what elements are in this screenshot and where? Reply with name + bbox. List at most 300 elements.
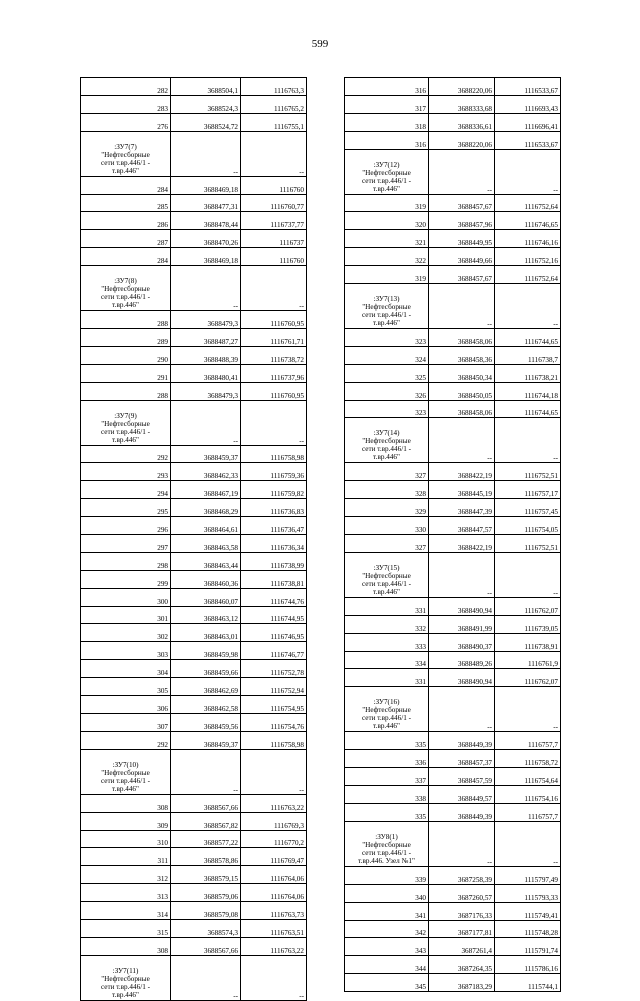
y-coordinate: 1116693,43	[495, 95, 561, 113]
y-coordinate: 1116744,95	[241, 606, 307, 624]
point-number: 296	[81, 517, 171, 535]
y-coordinate: 1116738,21	[495, 364, 561, 382]
x-coordinate: 3687260,57	[429, 884, 495, 902]
y-coordinate: 1115797,49	[495, 866, 561, 884]
table-row	[81, 445, 307, 463]
y-coordinate: 1115786,16	[495, 956, 561, 974]
parcel-header-row	[81, 749, 307, 794]
y-coordinate: 1116752,94	[241, 678, 307, 696]
table-row	[345, 517, 561, 535]
point-number: 329	[345, 499, 429, 517]
y-coordinate: 1116736,83	[241, 499, 307, 517]
parcel-header-row	[345, 552, 561, 597]
x-coordinate: 3688449,66	[429, 248, 495, 266]
x-coordinate: 3688450,34	[429, 364, 495, 382]
y-coordinate: 1116746,65	[495, 212, 561, 230]
point-number: 307	[81, 713, 171, 731]
table-row	[81, 919, 307, 937]
table-row	[81, 570, 307, 588]
x-coordinate: 3688469,18	[171, 176, 241, 194]
y-coordinate: 1116763,22	[241, 937, 307, 955]
y-coordinate: 1116746,77	[241, 642, 307, 660]
parcel-header-row	[81, 400, 307, 445]
parcel-label: :ЗУ8(1) "Нефтесборные сети т.вр.446/1 - т.вр.446. Узел №1"	[345, 821, 429, 866]
point-number: 322	[345, 248, 429, 266]
point-number: 303	[81, 642, 171, 660]
y-coordinate: 1116737	[241, 230, 307, 248]
y-coordinate: --	[495, 687, 561, 732]
table-row	[345, 786, 561, 804]
y-coordinate: --	[241, 400, 307, 445]
point-number: 291	[81, 364, 171, 382]
table-row	[81, 866, 307, 884]
y-coordinate: 1115793,33	[495, 884, 561, 902]
x-coordinate: 3688524,72	[171, 113, 241, 131]
point-number: 308	[81, 794, 171, 812]
x-coordinate: 3688488,39	[171, 346, 241, 364]
y-coordinate: 1116752,51	[495, 463, 561, 481]
point-number: 327	[345, 463, 429, 481]
x-coordinate: 3688490,94	[429, 669, 495, 687]
table-row	[81, 937, 307, 955]
x-coordinate: 3688450,05	[429, 382, 495, 400]
x-coordinate: 3688459,66	[171, 660, 241, 678]
point-number: 335	[345, 732, 429, 750]
point-number: 305	[81, 678, 171, 696]
point-number: 332	[345, 615, 429, 633]
x-coordinate: 3688460,07	[171, 588, 241, 606]
point-number: 331	[345, 669, 429, 687]
table-row	[345, 499, 561, 517]
point-number: 290	[81, 346, 171, 364]
y-coordinate: 1116765,2	[241, 95, 307, 113]
point-number: 331	[345, 597, 429, 615]
x-coordinate: --	[429, 552, 495, 597]
table-row	[345, 615, 561, 633]
x-coordinate: 3688457,67	[429, 266, 495, 284]
x-coordinate: 3688490,37	[429, 633, 495, 651]
y-coordinate: 1115748,28	[495, 920, 561, 938]
table-row	[81, 499, 307, 517]
table-row	[81, 588, 307, 606]
point-number: 288	[81, 311, 171, 329]
table-row	[345, 329, 561, 347]
point-number: 304	[81, 660, 171, 678]
x-coordinate: --	[429, 687, 495, 732]
y-coordinate: 1116763,51	[241, 919, 307, 937]
y-coordinate: 1116744,76	[241, 588, 307, 606]
x-coordinate: 3688422,19	[429, 463, 495, 481]
y-coordinate: 1116760	[241, 176, 307, 194]
table-row	[345, 884, 561, 902]
y-coordinate: 1116752,64	[495, 266, 561, 284]
point-number: 318	[345, 113, 429, 131]
point-number: 325	[345, 364, 429, 382]
y-coordinate: 1116746,95	[241, 624, 307, 642]
parcel-label: :ЗУ7(13) "Нефтесборные сети т.вр.446/1 - т.вр.446"	[345, 284, 429, 329]
y-coordinate: 1116769,47	[241, 848, 307, 866]
x-coordinate: 3688458,06	[429, 400, 495, 418]
table-row	[345, 481, 561, 499]
x-coordinate: 3688567,66	[171, 794, 241, 812]
y-coordinate: 1116738,91	[495, 633, 561, 651]
y-coordinate: 1116744,65	[495, 400, 561, 418]
y-coordinate: --	[241, 955, 307, 1000]
table-row	[81, 382, 307, 400]
x-coordinate: 3688447,57	[429, 517, 495, 535]
parcel-label: :ЗУ7(11) "Нефтесборные сети т.вр.446/1 - т.вр.446"	[81, 955, 171, 1000]
point-number: 344	[345, 956, 429, 974]
x-coordinate: --	[429, 149, 495, 194]
point-number: 336	[345, 750, 429, 768]
table-row	[345, 956, 561, 974]
point-number: 285	[81, 194, 171, 212]
point-number: 319	[345, 194, 429, 212]
parcel-header-row	[345, 821, 561, 866]
table-row	[345, 651, 561, 669]
x-coordinate: --	[171, 400, 241, 445]
x-coordinate: --	[171, 749, 241, 794]
point-number: 324	[345, 346, 429, 364]
x-coordinate: 3688220,06	[429, 131, 495, 149]
y-coordinate: 1116763,73	[241, 902, 307, 920]
table-row	[81, 884, 307, 902]
point-number: 292	[81, 731, 171, 749]
x-coordinate: 3688491,99	[429, 615, 495, 633]
x-coordinate: 3688449,95	[429, 230, 495, 248]
x-coordinate: 3688458,36	[429, 346, 495, 364]
x-coordinate: 3688463,12	[171, 606, 241, 624]
table-row	[345, 230, 561, 248]
x-coordinate: 3688458,06	[429, 329, 495, 347]
x-coordinate: 3688524,3	[171, 95, 241, 113]
y-coordinate: 1116770,2	[241, 830, 307, 848]
table-row	[345, 803, 561, 821]
y-coordinate: 1116762,07	[495, 669, 561, 687]
x-coordinate: --	[171, 266, 241, 311]
x-coordinate: 3688460,36	[171, 570, 241, 588]
parcel-label: :ЗУ7(9) "Нефтесборные сети т.вр.446/1 - т.вр.446"	[81, 400, 171, 445]
point-number: 334	[345, 651, 429, 669]
point-number: 314	[81, 902, 171, 920]
point-number: 341	[345, 902, 429, 920]
x-coordinate: 3688445,19	[429, 481, 495, 499]
y-coordinate: 1116744,18	[495, 382, 561, 400]
y-coordinate: 1116736,47	[241, 517, 307, 535]
y-coordinate: --	[495, 284, 561, 329]
y-coordinate: 1116744,65	[495, 329, 561, 347]
point-number: 327	[345, 535, 429, 553]
point-number: 282	[81, 78, 171, 96]
table-row	[81, 212, 307, 230]
point-number: 342	[345, 920, 429, 938]
parcel-header-row	[345, 149, 561, 194]
x-coordinate: 3688469,18	[171, 248, 241, 266]
x-coordinate: 3688489,26	[429, 651, 495, 669]
table-row	[81, 113, 307, 131]
table-row	[81, 696, 307, 714]
y-coordinate: 1116752,64	[495, 194, 561, 212]
point-number: 323	[345, 400, 429, 418]
table-row	[81, 463, 307, 481]
table-row	[81, 535, 307, 553]
x-coordinate: 3688468,29	[171, 499, 241, 517]
x-coordinate: 3688459,37	[171, 731, 241, 749]
y-coordinate: --	[495, 149, 561, 194]
table-row	[345, 113, 561, 131]
x-coordinate: --	[171, 131, 241, 176]
point-number: 299	[81, 570, 171, 588]
x-coordinate: 3688336,61	[429, 113, 495, 131]
x-coordinate: 3688422,19	[429, 535, 495, 553]
y-coordinate: 1116738,99	[241, 552, 307, 570]
x-coordinate: --	[171, 955, 241, 1000]
parcel-label: :ЗУ7(12) "Нефтесборные сети т.вр.446/1 - т.вр.446"	[345, 149, 429, 194]
table-row	[81, 731, 307, 749]
parcel-label: :ЗУ7(15) "Нефтесборные сети т.вр.446/1 - т.вр.446"	[345, 552, 429, 597]
table-row	[81, 902, 307, 920]
y-coordinate: 1116755,1	[241, 113, 307, 131]
point-number: 340	[345, 884, 429, 902]
x-coordinate: 3687176,33	[429, 902, 495, 920]
table-row	[81, 78, 307, 96]
y-coordinate: 1116754,76	[241, 713, 307, 731]
x-coordinate: 3688464,61	[171, 517, 241, 535]
x-coordinate: 3688459,37	[171, 445, 241, 463]
y-coordinate: 1116752,51	[495, 535, 561, 553]
table-row	[81, 364, 307, 382]
x-coordinate: 3688333,68	[429, 95, 495, 113]
x-coordinate: 3688487,27	[171, 329, 241, 347]
point-number: 300	[81, 588, 171, 606]
table-row	[345, 194, 561, 212]
table-row	[345, 866, 561, 884]
table-row	[81, 248, 307, 266]
table-row	[81, 95, 307, 113]
table-row	[81, 642, 307, 660]
point-number: 284	[81, 176, 171, 194]
point-number: 330	[345, 517, 429, 535]
table-row	[81, 812, 307, 830]
point-number: 292	[81, 445, 171, 463]
point-number: 301	[81, 606, 171, 624]
x-coordinate: 3688579,06	[171, 884, 241, 902]
x-coordinate: 3688449,57	[429, 786, 495, 804]
x-coordinate: 3688447,39	[429, 499, 495, 517]
y-coordinate: 1116752,78	[241, 660, 307, 678]
point-number: 337	[345, 768, 429, 786]
point-number: 313	[81, 884, 171, 902]
point-number: 284	[81, 248, 171, 266]
y-coordinate: 1116754,95	[241, 696, 307, 714]
parcel-header-row	[345, 687, 561, 732]
x-coordinate: --	[429, 284, 495, 329]
point-number: 333	[345, 633, 429, 651]
x-coordinate: 3687177,81	[429, 920, 495, 938]
table-row	[345, 732, 561, 750]
y-coordinate: 1116738,7	[495, 346, 561, 364]
y-coordinate: 1116760,95	[241, 311, 307, 329]
y-coordinate: 1116761,9	[495, 651, 561, 669]
x-coordinate: 3688463,01	[171, 624, 241, 642]
table-row	[345, 131, 561, 149]
x-coordinate: 3688567,66	[171, 937, 241, 955]
y-coordinate: 1116752,16	[495, 248, 561, 266]
x-coordinate: 3688449,39	[429, 803, 495, 821]
x-coordinate: --	[429, 821, 495, 866]
point-number: 287	[81, 230, 171, 248]
table-row	[81, 329, 307, 347]
y-coordinate: 1116738,81	[241, 570, 307, 588]
x-coordinate: 3688480,41	[171, 364, 241, 382]
page-number: 599	[311, 38, 329, 50]
table-row	[345, 364, 561, 382]
table-row	[81, 311, 307, 329]
parcel-header-row	[81, 131, 307, 176]
y-coordinate: 1116533,67	[495, 78, 561, 96]
x-coordinate: 3688467,19	[171, 481, 241, 499]
table-row	[81, 346, 307, 364]
y-coordinate: 1116758,98	[241, 445, 307, 463]
table-row	[345, 750, 561, 768]
table-row	[345, 346, 561, 364]
y-coordinate: 1116696,41	[495, 113, 561, 131]
point-number: 315	[81, 919, 171, 937]
x-coordinate: 3688457,59	[429, 768, 495, 786]
table-row	[345, 463, 561, 481]
y-coordinate: 1116769,3	[241, 812, 307, 830]
point-number: 316	[345, 131, 429, 149]
x-coordinate: 3687261,4	[429, 938, 495, 956]
y-coordinate: 1116737,96	[241, 364, 307, 382]
point-number: 294	[81, 481, 171, 499]
parcel-label: :ЗУ7(10) "Нефтесборные сети т.вр.446/1 - т.вр.446"	[81, 749, 171, 794]
point-number: 288	[81, 382, 171, 400]
point-number: 293	[81, 463, 171, 481]
x-coordinate: 3688457,67	[429, 194, 495, 212]
table-row	[81, 848, 307, 866]
x-coordinate: 3688478,44	[171, 212, 241, 230]
y-coordinate: 1116763,3	[241, 78, 307, 96]
point-number: 317	[345, 95, 429, 113]
y-coordinate: 1116760,77	[241, 194, 307, 212]
table-row	[81, 230, 307, 248]
table-row	[81, 552, 307, 570]
x-coordinate: 3688220,06	[429, 78, 495, 96]
y-coordinate: --	[495, 821, 561, 866]
table-row	[345, 669, 561, 687]
point-number: 343	[345, 938, 429, 956]
table-row	[345, 382, 561, 400]
point-number: 319	[345, 266, 429, 284]
y-coordinate: 1116761,71	[241, 329, 307, 347]
y-coordinate: 1116754,64	[495, 768, 561, 786]
point-number: 345	[345, 974, 429, 992]
y-coordinate: 1116764,06	[241, 866, 307, 884]
table-row	[345, 974, 561, 992]
table-row	[81, 517, 307, 535]
coordinates-table-right	[344, 77, 561, 992]
y-coordinate: --	[241, 266, 307, 311]
table-row	[81, 176, 307, 194]
point-number: 308	[81, 937, 171, 955]
x-coordinate: 3688457,37	[429, 750, 495, 768]
point-number: 312	[81, 866, 171, 884]
table-row	[345, 248, 561, 266]
table-row	[345, 938, 561, 956]
x-coordinate: 3688463,44	[171, 552, 241, 570]
y-coordinate: --	[495, 552, 561, 597]
point-number: 302	[81, 624, 171, 642]
x-coordinate: 3688462,58	[171, 696, 241, 714]
y-coordinate: --	[495, 418, 561, 463]
y-coordinate: 1116754,05	[495, 517, 561, 535]
parcel-label: :ЗУ7(8) "Нефтесборные сети т.вр.446/1 - т.вр.446"	[81, 266, 171, 311]
point-number: 311	[81, 848, 171, 866]
y-coordinate: --	[241, 131, 307, 176]
table-row	[345, 768, 561, 786]
table-row	[81, 481, 307, 499]
y-coordinate: 1116757,7	[495, 732, 561, 750]
table-row	[345, 920, 561, 938]
point-number: 276	[81, 113, 171, 131]
x-coordinate: 3688578,86	[171, 848, 241, 866]
point-number: 335	[345, 803, 429, 821]
point-number: 339	[345, 866, 429, 884]
x-coordinate: 3688490,94	[429, 597, 495, 615]
x-coordinate: 3688577,22	[171, 830, 241, 848]
x-coordinate: 3688567,82	[171, 812, 241, 830]
y-coordinate: 1116754,16	[495, 786, 561, 804]
y-coordinate: 1115749,41	[495, 902, 561, 920]
x-coordinate: 3688463,58	[171, 535, 241, 553]
y-coordinate: 1116757,7	[495, 803, 561, 821]
y-coordinate: --	[241, 749, 307, 794]
point-number: 306	[81, 696, 171, 714]
table-row	[345, 212, 561, 230]
x-coordinate: 3688449,39	[429, 732, 495, 750]
table-row	[345, 597, 561, 615]
x-coordinate: 3688459,56	[171, 713, 241, 731]
y-coordinate: 1116757,45	[495, 499, 561, 517]
x-coordinate: 3688477,31	[171, 194, 241, 212]
table-row	[345, 535, 561, 553]
x-coordinate: 3688470,26	[171, 230, 241, 248]
point-number: 298	[81, 552, 171, 570]
y-coordinate: 1116739,05	[495, 615, 561, 633]
x-coordinate: 3688457,96	[429, 212, 495, 230]
x-coordinate: 3688579,08	[171, 902, 241, 920]
table-row	[345, 400, 561, 418]
y-coordinate: 1116760,95	[241, 382, 307, 400]
y-coordinate: 1116738,72	[241, 346, 307, 364]
x-coordinate: 3687183,29	[429, 974, 495, 992]
x-coordinate: 3688479,3	[171, 382, 241, 400]
x-coordinate: 3688579,15	[171, 866, 241, 884]
table-row	[81, 678, 307, 696]
point-number: 338	[345, 786, 429, 804]
point-number: 286	[81, 212, 171, 230]
parcel-label: :ЗУ7(14) "Нефтесборные сети т.вр.446/1 - т.вр.446"	[345, 418, 429, 463]
parcel-header-row	[345, 284, 561, 329]
y-coordinate: 1116758,98	[241, 731, 307, 749]
y-coordinate: 1116737,77	[241, 212, 307, 230]
parcel-label: :ЗУ7(7) "Нефтесборные сети т.вр.446/1 - т.вр.446"	[81, 131, 171, 176]
x-coordinate: 3688574,3	[171, 919, 241, 937]
parcel-header-row	[81, 955, 307, 1000]
x-coordinate: 3688459,98	[171, 642, 241, 660]
table-row	[345, 633, 561, 651]
